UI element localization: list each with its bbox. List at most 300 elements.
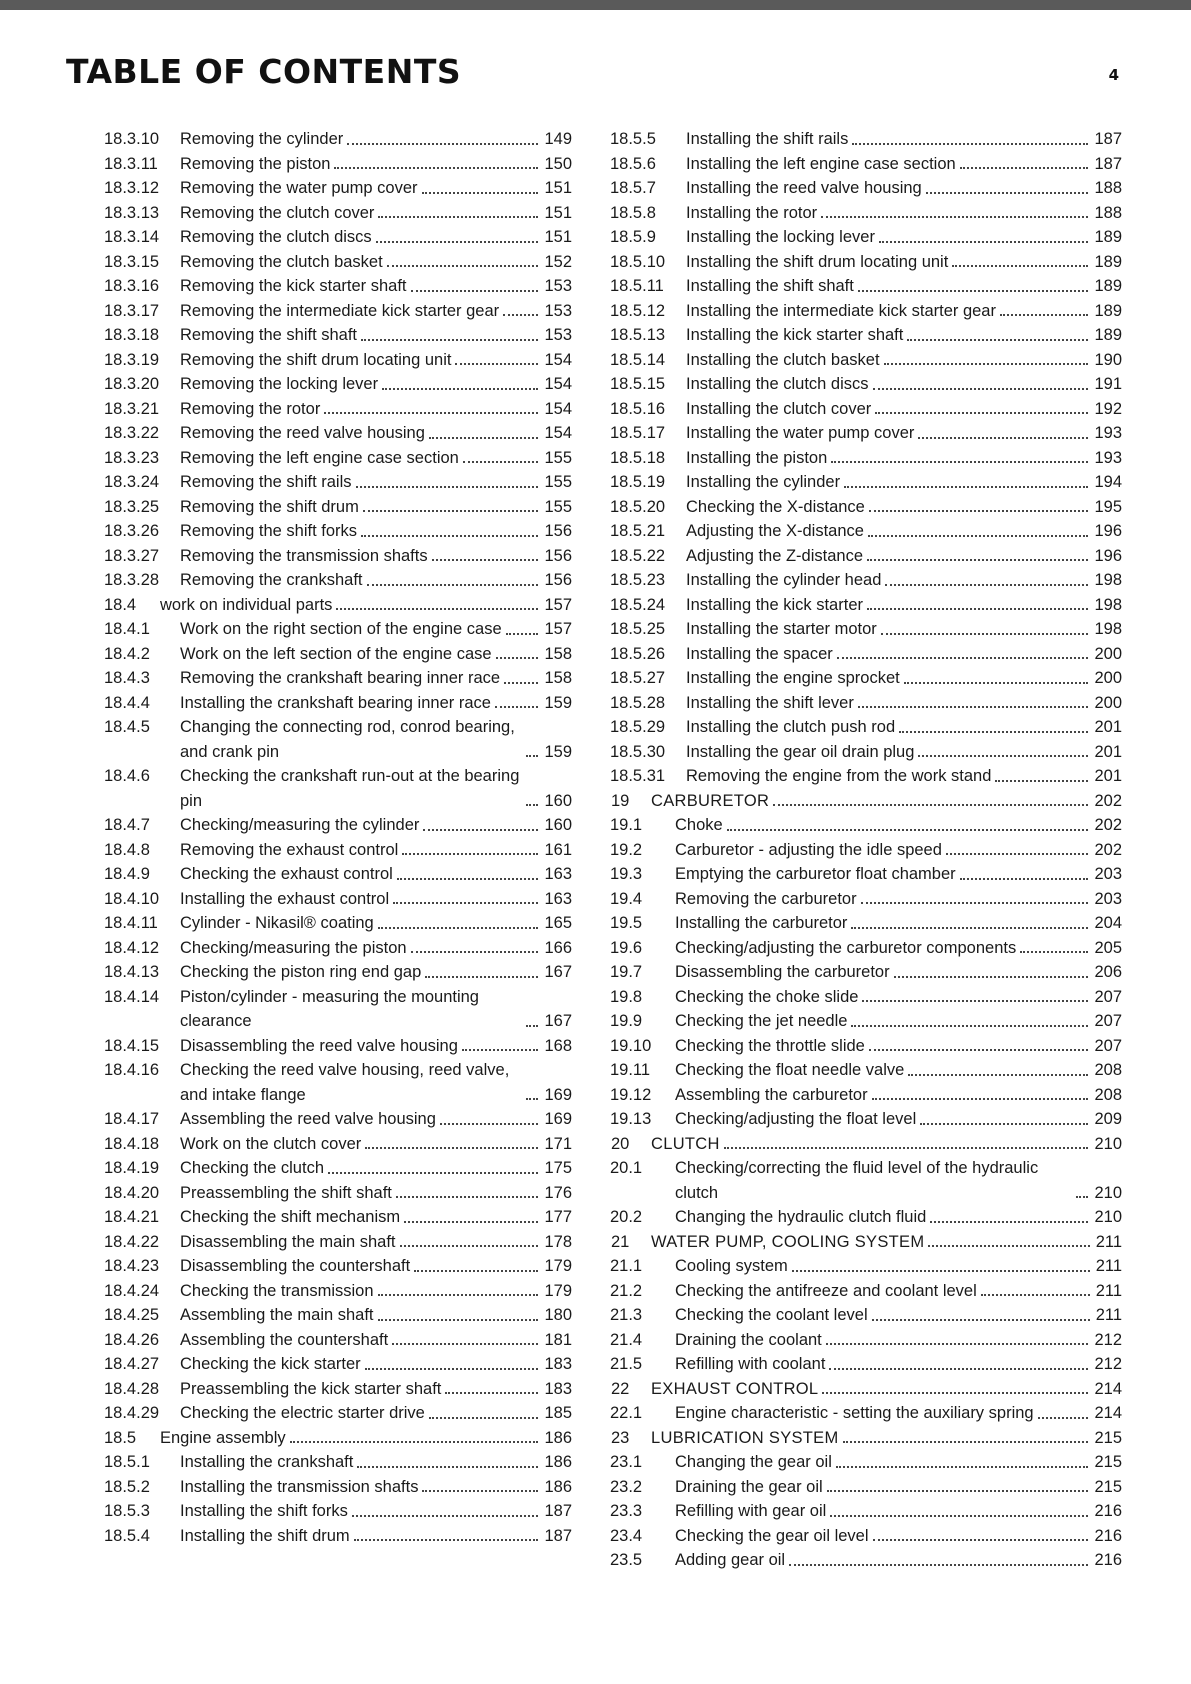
- toc-entry[interactable]: [610, 568, 1130, 593]
- toc-entry-number: 23: [611, 1428, 630, 1447]
- dot-leader: [396, 1186, 539, 1198]
- toc-entry-title: Checking the exhaust control: [180, 865, 393, 883]
- toc-entry-page: 196: [1094, 546, 1122, 565]
- toc-entry-number: 19.8: [610, 987, 643, 1006]
- toc-entry[interactable]: [610, 1475, 1130, 1500]
- viewer-top-bar: [0, 0, 1191, 10]
- toc-entry[interactable]: [610, 666, 1130, 691]
- toc-entry[interactable]: [0, 1181, 590, 1206]
- toc-entry-title: Removing the shift shaft: [180, 326, 358, 344]
- toc-entry[interactable]: [610, 1230, 1130, 1255]
- dot-leader: [382, 378, 538, 390]
- toc-entry-page: 153: [544, 301, 572, 320]
- toc-entry-page: 207: [1094, 1036, 1122, 1055]
- toc-entry-page: 210: [1094, 1208, 1122, 1226]
- toc-entry-title: Carburetor - adjusting the idle speed: [675, 840, 942, 859]
- toc-entry[interactable]: [610, 1450, 1130, 1475]
- toc-entry-page: 156: [544, 571, 572, 589]
- toc-entry-number: 19.10: [610, 1036, 652, 1055]
- toc-entry-page: 154: [544, 424, 572, 442]
- toc-entry[interactable]: [610, 1548, 1130, 1573]
- toc-entry-page: 187: [544, 1502, 572, 1520]
- dot-leader: [376, 231, 539, 243]
- dot-leader: [879, 231, 1089, 243]
- toc-entry-title: CARBURETOR: [651, 791, 770, 810]
- dot-leader: [843, 1431, 1089, 1443]
- page-number: 4: [1108, 66, 1119, 84]
- toc-entry-title: Preassembling the shift shaft: [180, 1183, 392, 1202]
- toc-entry-page: 158: [544, 669, 572, 687]
- toc-entry[interactable]: [0, 250, 590, 275]
- toc-entry[interactable]: [0, 152, 590, 177]
- toc-entry-number: 18.5.24: [610, 595, 666, 614]
- toc-entry-title: Draining the gear oil: [675, 1477, 823, 1496]
- toc-entry-page: 158: [544, 644, 572, 663]
- toc-entry[interactable]: [0, 764, 590, 813]
- toc-entry[interactable]: [0, 495, 590, 520]
- toc-entry[interactable]: [610, 740, 1130, 765]
- toc-entry-title: Emptying the carburetor float chamber: [675, 865, 956, 883]
- toc-entry-title: Checking/adjusting the carburetor components: [675, 938, 1017, 957]
- toc-entry[interactable]: [0, 1107, 590, 1132]
- toc-entry[interactable]: [610, 1328, 1130, 1353]
- toc-entry-page: 211: [1095, 1257, 1122, 1275]
- toc-entry[interactable]: [0, 1058, 590, 1107]
- dot-leader: [414, 1260, 538, 1272]
- toc-entry[interactable]: [610, 274, 1130, 299]
- toc-entry[interactable]: [610, 519, 1130, 544]
- toc-entry[interactable]: [610, 470, 1130, 495]
- toc-entry-title: Cooling system: [675, 1257, 788, 1275]
- toc-entry-page: 154: [544, 399, 572, 418]
- toc-entry-page: 201: [1094, 742, 1122, 761]
- toc-entry-title: Checking the float needle valve: [675, 1061, 905, 1079]
- toc-entry[interactable]: [610, 985, 1130, 1010]
- toc-entry-number: 18.5.23: [610, 571, 666, 589]
- dot-leader: [365, 1358, 539, 1370]
- toc-entry-number: 18.5.26: [610, 644, 666, 663]
- toc-entry-number: 19.3: [610, 865, 643, 883]
- toc-entry-page: 215: [1094, 1428, 1122, 1447]
- toc-entry[interactable]: [610, 372, 1130, 397]
- toc-entry[interactable]: [0, 397, 590, 422]
- toc-entry[interactable]: [0, 911, 590, 936]
- dot-leader: [1000, 304, 1088, 316]
- toc-entry[interactable]: [610, 789, 1130, 814]
- toc-entry-title: Work on the left section of the engine case: [180, 644, 492, 663]
- dot-leader: [960, 868, 1089, 880]
- toc-entry[interactable]: [0, 1034, 590, 1059]
- toc-entry-title: Installing the shift forks: [180, 1502, 348, 1520]
- toc-entry-title: Removing the shift drum locating unit: [180, 350, 452, 369]
- toc-entry[interactable]: [610, 813, 1130, 838]
- toc-entry[interactable]: [0, 470, 590, 495]
- toc-entry[interactable]: [610, 397, 1130, 422]
- toc-entry[interactable]: [610, 936, 1130, 961]
- toc-entry-page: 159: [544, 693, 572, 712]
- toc-entry[interactable]: [610, 911, 1130, 936]
- toc-left-column: [0, 127, 590, 1548]
- toc-entry[interactable]: [0, 715, 590, 764]
- toc-entry-page: 196: [1094, 522, 1122, 540]
- toc-entry-number: 21.4: [610, 1330, 643, 1349]
- toc-entry-page: 187: [1094, 154, 1122, 173]
- dot-leader: [829, 1358, 1088, 1370]
- dot-leader: [445, 1382, 538, 1394]
- toc-entry[interactable]: [0, 960, 590, 985]
- toc-entry-page: 151: [544, 179, 572, 197]
- toc-entry[interactable]: [0, 201, 590, 226]
- toc-entry[interactable]: [0, 936, 590, 961]
- dot-leader: [432, 549, 539, 561]
- toc-entry-number: 19.1: [610, 816, 643, 834]
- toc-entry-title: Installing the spacer: [686, 644, 833, 663]
- toc-entry-title: Checking the crankshaft run-out at the bearing pin: [180, 767, 520, 810]
- toc-entry-page: 202: [1094, 791, 1122, 810]
- toc-entry[interactable]: [0, 838, 590, 863]
- toc-entry[interactable]: [0, 1499, 590, 1524]
- toc-entry[interactable]: [610, 642, 1130, 667]
- toc-entry[interactable]: [610, 1352, 1130, 1377]
- toc-entry-number: 18.4: [104, 595, 137, 614]
- dot-leader: [920, 1113, 1088, 1125]
- toc-entry-title: work on individual parts: [160, 595, 333, 614]
- toc-entry[interactable]: [0, 1377, 590, 1402]
- toc-entry[interactable]: [610, 299, 1130, 324]
- toc-entry-number: 18.3.18: [104, 326, 160, 344]
- toc-entry[interactable]: [0, 666, 590, 691]
- toc-entry-number: 21.2: [610, 1281, 643, 1300]
- toc-entry-page: 211: [1095, 1306, 1122, 1324]
- toc-entry-number: 18.4.7: [104, 816, 150, 834]
- toc-entry-title: Installing the reed valve housing: [686, 179, 922, 197]
- dot-leader: [899, 721, 1088, 733]
- toc-entry[interactable]: [0, 1450, 590, 1475]
- toc-entry[interactable]: [610, 1524, 1130, 1549]
- dot-leader: [495, 696, 539, 708]
- toc-entry[interactable]: [610, 201, 1130, 226]
- dot-leader: [526, 745, 538, 757]
- toc-entry-page: 167: [544, 963, 572, 981]
- dot-leader: [861, 892, 1089, 904]
- toc-entry-number: 21.1: [610, 1257, 643, 1275]
- toc-entry-page: 212: [1094, 1330, 1122, 1349]
- toc-entry-number: 20.2: [610, 1208, 643, 1226]
- dot-leader: [363, 500, 539, 512]
- dot-leader: [504, 672, 538, 684]
- toc-entry-number: 18.4.6: [104, 767, 150, 785]
- toc-entry[interactable]: [610, 1254, 1130, 1279]
- dot-leader: [981, 1284, 1090, 1296]
- toc-entry[interactable]: [610, 1205, 1130, 1230]
- toc-entry-title: Checking the throttle slide: [675, 1036, 865, 1055]
- dot-leader: [827, 1480, 1089, 1492]
- toc-entry-number: 18.5.22: [610, 546, 666, 565]
- toc-entry[interactable]: [610, 1401, 1130, 1426]
- toc-entry-number: 18.3.22: [104, 424, 160, 442]
- toc-entry[interactable]: [0, 1132, 590, 1157]
- toc-entry-number: 19.5: [610, 914, 643, 932]
- toc-entry[interactable]: [0, 887, 590, 912]
- toc-entry[interactable]: [610, 887, 1130, 912]
- toc-entry-page: 155: [544, 473, 572, 491]
- toc-entry[interactable]: [0, 617, 590, 642]
- toc-entry-page: 188: [1094, 179, 1122, 197]
- toc-entry-title: Checking/measuring the cylinder: [180, 816, 420, 834]
- toc-entry[interactable]: [0, 1230, 590, 1255]
- toc-entry-number: 18.5.3: [104, 1502, 150, 1520]
- toc-entry[interactable]: [0, 1352, 590, 1377]
- toc-entry[interactable]: [0, 1328, 590, 1353]
- toc-entry[interactable]: [0, 985, 590, 1034]
- toc-entry[interactable]: [610, 1279, 1130, 1304]
- toc-entry-number: 18.3.10: [104, 130, 160, 148]
- toc-entry[interactable]: [610, 176, 1130, 201]
- dot-leader: [872, 1309, 1090, 1321]
- toc-entry-title: EXHAUST CONTROL: [651, 1379, 819, 1398]
- toc-entry[interactable]: [0, 348, 590, 373]
- toc-entry-page: 186: [544, 1477, 572, 1496]
- toc-entry-number: 18.4.4: [104, 693, 150, 712]
- toc-entry[interactable]: [610, 1377, 1130, 1402]
- dot-leader: [328, 1162, 538, 1174]
- toc-entry[interactable]: [0, 1524, 590, 1549]
- toc-entry[interactable]: [610, 715, 1130, 740]
- toc-entry[interactable]: [0, 1303, 590, 1328]
- toc-entry[interactable]: [0, 519, 590, 544]
- toc-entry[interactable]: [610, 593, 1130, 618]
- toc-entry[interactable]: [610, 862, 1130, 887]
- toc-entry[interactable]: [0, 1401, 590, 1426]
- toc-entry-number: 21: [611, 1232, 630, 1251]
- dot-leader: [908, 1064, 1088, 1076]
- toc-entry[interactable]: [0, 225, 590, 250]
- toc-entry-page: 207: [1094, 987, 1122, 1006]
- toc-entry[interactable]: [610, 1083, 1130, 1108]
- toc-entry-title: Installing the cylinder head: [686, 571, 882, 589]
- dot-leader: [361, 525, 538, 537]
- toc-entry[interactable]: [0, 372, 590, 397]
- toc-entry[interactable]: [610, 960, 1130, 985]
- toc-entry-page: 163: [544, 889, 572, 908]
- toc-entry[interactable]: [610, 225, 1130, 250]
- dot-leader: [867, 549, 1088, 561]
- toc-entry[interactable]: [610, 691, 1130, 716]
- toc-entry-number: 18.5.31: [610, 767, 666, 785]
- toc-entry-page: 203: [1094, 889, 1122, 908]
- toc-entry[interactable]: [610, 1156, 1130, 1205]
- toc-entry-number: 18.4.12: [104, 938, 160, 957]
- toc-entry-title: Removing the intermediate kick starter gear: [180, 301, 500, 320]
- toc-entry-title: Disassembling the reed valve housing: [180, 1036, 458, 1055]
- toc-entry-number: 18.3.12: [104, 179, 160, 197]
- toc-entry-number: 23.1: [610, 1453, 643, 1471]
- toc-entry-title: Cylinder - Nikasil® coating: [180, 914, 374, 932]
- toc-entry[interactable]: [610, 1107, 1130, 1132]
- toc-entry-page: 189: [1094, 301, 1122, 320]
- toc-entry-title: Removing the crankshaft: [180, 571, 363, 589]
- dot-leader: [411, 280, 539, 292]
- dot-leader: [429, 1407, 539, 1419]
- toc-entry-title: Installing the engine sprocket: [686, 669, 900, 687]
- toc-entry-page: 208: [1094, 1061, 1122, 1079]
- toc-entry[interactable]: [610, 617, 1130, 642]
- toc-entry[interactable]: [0, 862, 590, 887]
- toc-entry[interactable]: [0, 642, 590, 667]
- toc-entry-page: 201: [1094, 767, 1122, 785]
- toc-entry-title: Installing the clutch push rod: [686, 718, 896, 736]
- toc-entry-number: 19.11: [610, 1061, 651, 1079]
- toc-entry[interactable]: [610, 1499, 1130, 1524]
- dot-leader: [462, 1039, 539, 1051]
- dot-leader: [378, 917, 539, 929]
- toc-entry-number: 18.4.18: [104, 1134, 160, 1153]
- toc-entry[interactable]: [610, 323, 1130, 348]
- toc-entry[interactable]: [0, 1205, 590, 1230]
- dot-leader: [907, 329, 1088, 341]
- toc-entry[interactable]: [0, 323, 590, 348]
- toc-entry-number: 23.4: [610, 1526, 643, 1545]
- toc-entry-page: 154: [544, 350, 572, 369]
- toc-entry-title: Checking the jet needle: [675, 1012, 848, 1030]
- toc-entry-number: 18.3.20: [104, 375, 160, 393]
- dot-leader: [334, 157, 538, 169]
- dot-leader: [422, 1480, 538, 1492]
- toc-entry[interactable]: [0, 813, 590, 838]
- toc-entry[interactable]: [610, 838, 1130, 863]
- toc-entry[interactable]: [0, 299, 590, 324]
- toc-entry-number: 18.3.28: [104, 571, 160, 589]
- toc-entry-number: 18.4.2: [104, 644, 150, 663]
- dot-leader: [506, 623, 539, 635]
- dot-leader: [378, 1284, 539, 1296]
- dot-leader: [354, 1529, 539, 1541]
- toc-entry-number: 19.13: [610, 1110, 652, 1128]
- toc-entry-number: 18.5.5: [610, 130, 656, 148]
- toc-entry[interactable]: [0, 1156, 590, 1181]
- toc-entry-page: 151: [544, 203, 572, 222]
- toc-entry-page: 160: [544, 791, 572, 810]
- toc-entry-title: Installing the kick starter shaft: [686, 326, 904, 344]
- dot-leader: [792, 1260, 1090, 1272]
- toc-entry-number: 18.4.15: [104, 1036, 160, 1055]
- toc-right-column: [610, 127, 1130, 1573]
- dot-leader: [869, 1039, 1089, 1051]
- toc-entry[interactable]: [0, 568, 590, 593]
- dot-leader: [400, 1235, 539, 1247]
- toc-entry[interactable]: [610, 152, 1130, 177]
- toc-entry-title: Installing the clutch basket: [686, 350, 880, 369]
- toc-entry[interactable]: [0, 176, 590, 201]
- dot-leader: [365, 1137, 538, 1149]
- toc-entry[interactable]: [0, 274, 590, 299]
- toc-entry-page: 216: [1094, 1502, 1122, 1520]
- toc-entry-title: Assembling the carburetor: [675, 1085, 868, 1104]
- toc-entry-number: 18.5.17: [610, 424, 666, 442]
- toc-entry[interactable]: [610, 421, 1130, 446]
- toc-entry-title: Checking the X-distance: [686, 497, 865, 516]
- toc-entry[interactable]: [610, 764, 1130, 789]
- toc-entry[interactable]: [0, 1279, 590, 1304]
- toc-entry[interactable]: [0, 691, 590, 716]
- toc-entry-number: 19.6: [610, 938, 643, 957]
- dot-leader: [1038, 1407, 1089, 1419]
- toc-entry-number: 18.3.17: [104, 301, 160, 320]
- toc-entry-number: 18.5.20: [610, 497, 666, 516]
- toc-entry[interactable]: [0, 1426, 590, 1451]
- dot-leader: [440, 1113, 539, 1125]
- toc-entry-number: 20.1: [610, 1159, 643, 1177]
- toc-entry[interactable]: [0, 446, 590, 471]
- toc-entry[interactable]: [610, 544, 1130, 569]
- toc-entry-title: Removing the reed valve housing: [180, 424, 425, 442]
- toc-entry-title: Checking/adjusting the float level: [675, 1110, 917, 1128]
- toc-entry-title: Checking the reed valve housing, reed valve, and intake flange: [180, 1061, 510, 1104]
- toc-entry[interactable]: [0, 1254, 590, 1279]
- toc-entry[interactable]: [0, 127, 590, 152]
- toc-entry-number: 19.12: [610, 1085, 652, 1104]
- toc-entry-page: 171: [544, 1134, 572, 1153]
- dot-leader: [868, 525, 1089, 537]
- toc-entry-page: 150: [544, 154, 572, 173]
- toc-entry[interactable]: [0, 1475, 590, 1500]
- dot-leader: [836, 1456, 1089, 1468]
- toc-entry[interactable]: [610, 1034, 1130, 1059]
- dot-leader: [357, 1456, 538, 1468]
- toc-entry-number: 18.4.22: [104, 1232, 160, 1251]
- toc-entry-page: 149: [544, 130, 572, 148]
- toc-entry-title: Installing the clutch cover: [686, 399, 872, 418]
- toc-entry[interactable]: [610, 348, 1130, 373]
- toc-entry[interactable]: [610, 1303, 1130, 1328]
- toc-entry-number: 18.5.8: [610, 203, 656, 222]
- toc-entry[interactable]: [610, 446, 1130, 471]
- toc-entry[interactable]: [610, 1009, 1130, 1034]
- dot-leader: [378, 1309, 539, 1321]
- toc-entry-number: 18.3.14: [104, 228, 160, 246]
- toc-entry[interactable]: [610, 495, 1130, 520]
- toc-entry[interactable]: [610, 1132, 1130, 1157]
- toc-entry-number: 18.4.21: [104, 1208, 160, 1226]
- toc-entry-page: 215: [1094, 1453, 1122, 1471]
- toc-entry-title: Removing the rotor: [180, 399, 321, 418]
- toc-entry-title: Preassembling the kick starter shaft: [180, 1379, 442, 1398]
- toc-entry-title: Installing the clutch discs: [686, 375, 869, 393]
- toc-entry-page: 168: [544, 1036, 572, 1055]
- toc-entry-number: 18.5.2: [104, 1477, 150, 1496]
- toc-entry[interactable]: [610, 127, 1130, 152]
- toc-entry-number: 18.5.16: [610, 399, 666, 418]
- toc-entry[interactable]: [0, 593, 590, 618]
- dot-leader: [858, 696, 1089, 708]
- toc-entry-page: 201: [1094, 718, 1122, 736]
- toc-entry[interactable]: [0, 421, 590, 446]
- toc-entry-number: 18.5.25: [610, 620, 666, 638]
- toc-entry-title: Removing the piston: [180, 154, 331, 173]
- toc-entry-number: 18.5.15: [610, 375, 666, 393]
- dot-leader: [952, 255, 1088, 267]
- toc-entry-title: Installing the shift shaft: [686, 277, 854, 295]
- toc-entry-title: Assembling the main shaft: [180, 1306, 374, 1324]
- toc-entry[interactable]: [610, 1426, 1130, 1451]
- toc-entry[interactable]: [0, 544, 590, 569]
- toc-entry[interactable]: [610, 1058, 1130, 1083]
- toc-entry-page: 198: [1094, 620, 1122, 638]
- toc-entry-number: 18.4.28: [104, 1379, 160, 1398]
- toc-entry-title: Checking/measuring the piston: [180, 938, 407, 957]
- toc-entry[interactable]: [610, 250, 1130, 275]
- toc-entry-page: 157: [544, 595, 572, 614]
